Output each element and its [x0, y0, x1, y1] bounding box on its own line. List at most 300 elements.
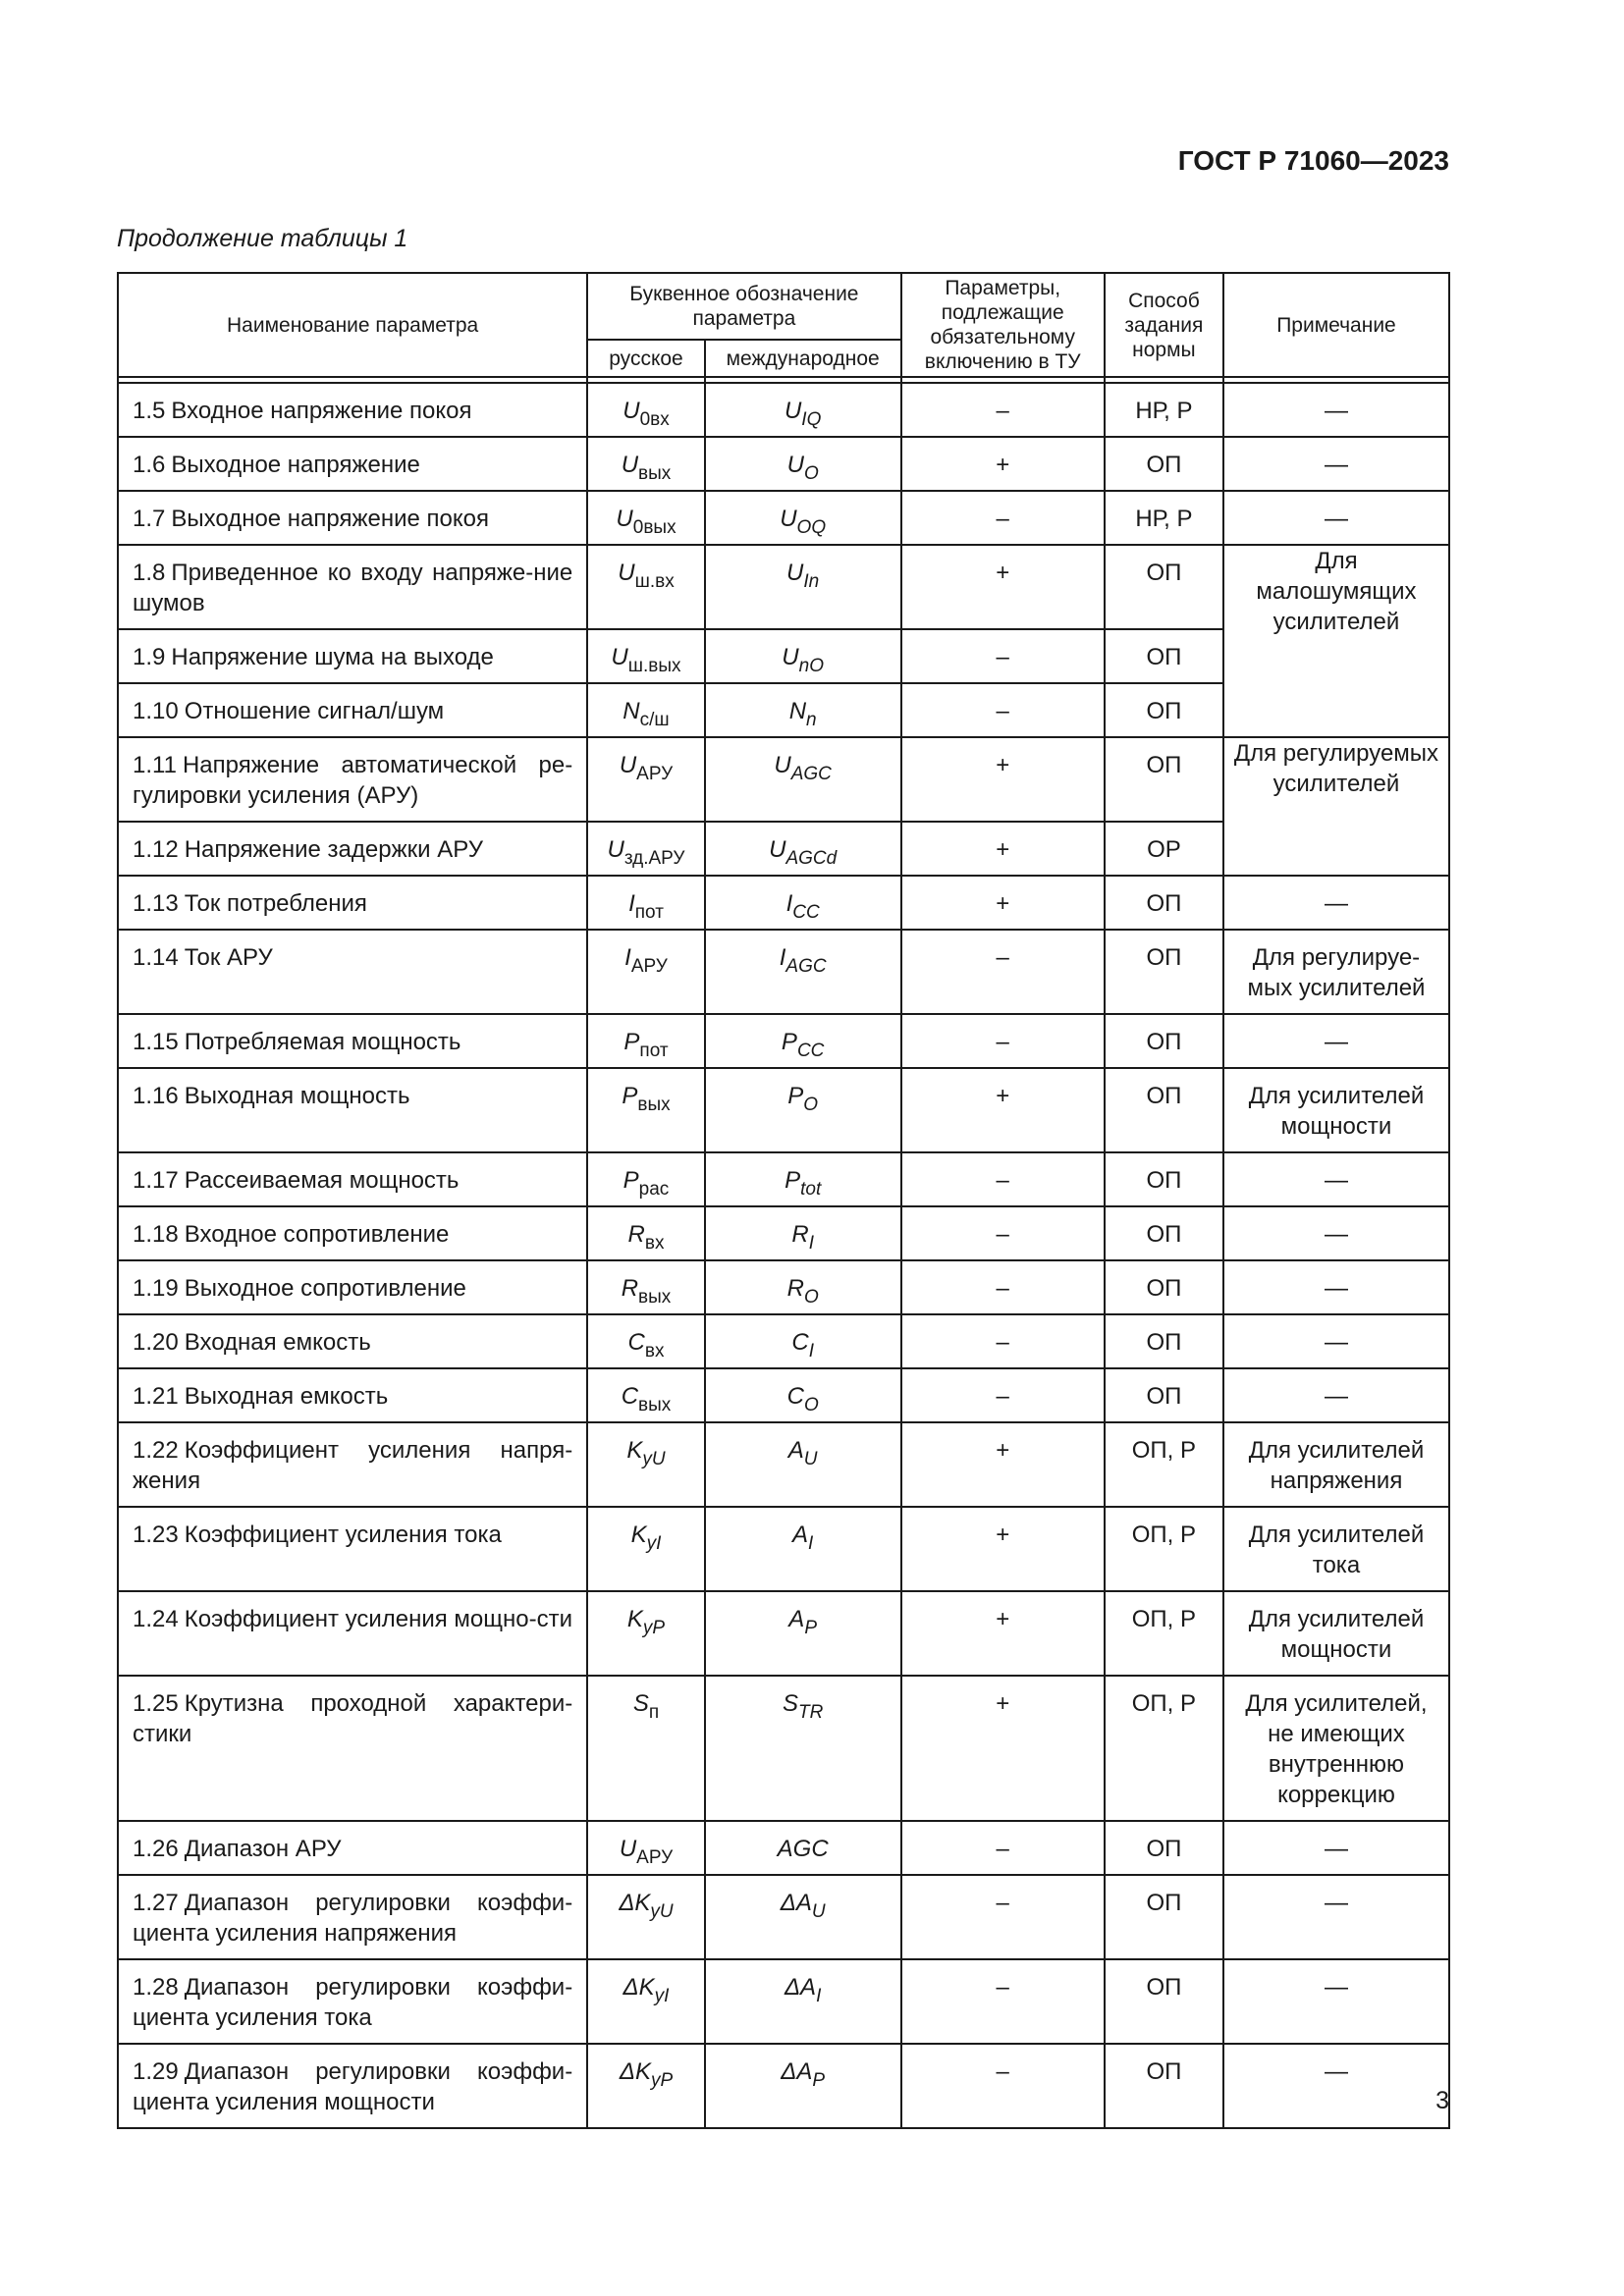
- parameter-name-cell: [118, 683, 587, 737]
- russian-symbol-subscript: АРУ: [636, 764, 674, 784]
- international-symbol-cell: [705, 683, 901, 737]
- international-symbol: A: [788, 1606, 805, 1632]
- parameter-name: Диапазон АРУ: [184, 1836, 342, 1862]
- russian-symbol: I: [628, 890, 635, 917]
- parameter-name: Крутизна проходной характери-стики: [133, 1690, 573, 1747]
- parameter-number: 1.24: [133, 1606, 179, 1632]
- table-row: [118, 1260, 1449, 1314]
- required-in-tu-cell: –: [901, 491, 1105, 545]
- russian-symbol: K: [626, 1606, 643, 1632]
- international-symbol-subscript: U: [811, 1901, 826, 1922]
- russian-symbol-subscript: уI: [654, 1986, 670, 2006]
- parameter-name-cell: [118, 737, 587, 822]
- international-symbol: ΔA: [784, 1974, 817, 2001]
- parameter-name: Коэффициент усиления мощно-сти: [184, 1606, 573, 1632]
- parameter-number: 1.23: [133, 1522, 179, 1548]
- russian-symbol: C: [627, 1329, 645, 1356]
- russian-symbol-subscript: п: [648, 1702, 660, 1723]
- international-symbol-cell: [705, 2044, 901, 2128]
- table-row: [118, 1206, 1449, 1260]
- parameter-number: 1.19: [133, 1275, 179, 1302]
- russian-symbol: U: [623, 398, 640, 424]
- required-in-tu-cell: +: [901, 1507, 1105, 1591]
- parameter-number: 1.7: [133, 506, 166, 532]
- international-symbol: U: [786, 560, 804, 586]
- russian-symbol-subscript: 0вх: [639, 409, 670, 430]
- parameter-number: 1.28: [133, 1974, 179, 2001]
- international-symbol: S: [782, 1690, 798, 1717]
- international-symbol-cell: [705, 1014, 901, 1068]
- norm-method-cell: ОП: [1105, 1959, 1223, 2044]
- parameter-name: Входное напряжение покоя: [171, 398, 472, 424]
- parameter-name-cell: [118, 1368, 587, 1422]
- norm-method-cell: ОП, Р: [1105, 1591, 1223, 1676]
- parameter-name-cell: [118, 437, 587, 491]
- international-symbol: ΔA: [780, 1890, 812, 1916]
- required-in-tu-cell: –: [901, 1014, 1105, 1068]
- russian-symbol-subscript: с/ш: [639, 710, 670, 730]
- note-cell: —: [1223, 491, 1449, 545]
- russian-symbol-cell: [587, 1068, 705, 1152]
- russian-symbol-cell: [587, 1507, 705, 1591]
- international-symbol: P: [785, 1167, 801, 1194]
- header-russian: русское: [587, 340, 705, 377]
- document-code: ГОСТ Р 71060—2023: [1177, 145, 1449, 176]
- note-cell: —: [1223, 1314, 1449, 1368]
- parameter-name: Приведенное ко входу напряже-ние шумов: [133, 560, 573, 616]
- russian-symbol-subscript: ш.вых: [627, 656, 681, 676]
- russian-symbol: U: [621, 452, 639, 478]
- russian-symbol-subscript: вх: [644, 1341, 665, 1362]
- international-symbol-subscript: O: [803, 1395, 819, 1415]
- russian-symbol-cell: [587, 1875, 705, 1959]
- international-symbol: A: [787, 1437, 804, 1464]
- international-symbol: AGC: [777, 1836, 829, 1862]
- russian-symbol-cell: [587, 491, 705, 545]
- table-row: [118, 737, 1449, 822]
- parameter-number: 1.29: [133, 2058, 179, 2085]
- russian-symbol: R: [627, 1221, 645, 1248]
- russian-symbol: U: [619, 752, 637, 778]
- table-row: [118, 1368, 1449, 1422]
- table-row: [118, 1314, 1449, 1368]
- table-row: [118, 1014, 1449, 1068]
- russian-symbol-cell: [587, 683, 705, 737]
- international-symbol-cell: [705, 1314, 901, 1368]
- russian-symbol: R: [621, 1275, 639, 1302]
- russian-symbol: U: [618, 560, 635, 586]
- norm-method-cell: ОП: [1105, 1314, 1223, 1368]
- russian-symbol-subscript: АРУ: [636, 1847, 674, 1868]
- international-symbol: R: [786, 1275, 804, 1302]
- parameter-name: Рассеиваемая мощность: [184, 1167, 460, 1194]
- table-caption: Продолжение таблицы 1: [117, 225, 408, 252]
- international-symbol-cell: [705, 1875, 901, 1959]
- international-symbol-subscript: P: [812, 2070, 826, 2091]
- russian-symbol-subscript: вых: [638, 1395, 672, 1415]
- parameter-name: Выходное напряжение: [171, 452, 420, 478]
- parameter-name-cell: [118, 822, 587, 876]
- international-symbol-cell: [705, 1260, 901, 1314]
- parameter-name-cell: [118, 1959, 587, 2044]
- norm-method-cell: ОП, Р: [1105, 1507, 1223, 1591]
- russian-symbol-cell: [587, 1821, 705, 1875]
- required-in-tu-cell: +: [901, 1676, 1105, 1821]
- header-international: международное: [705, 340, 901, 377]
- international-symbol-subscript: TR: [798, 1702, 824, 1723]
- international-symbol: ΔA: [781, 2058, 813, 2085]
- note-cell: —: [1223, 1821, 1449, 1875]
- required-in-tu-cell: +: [901, 1422, 1105, 1507]
- norm-method-cell: ОП: [1105, 737, 1223, 822]
- note-cell: —: [1223, 1014, 1449, 1068]
- international-symbol-subscript: U: [803, 1449, 818, 1469]
- international-symbol-subscript: I: [808, 1233, 814, 1254]
- russian-symbol-cell: [587, 1314, 705, 1368]
- russian-symbol: C: [621, 1383, 639, 1410]
- international-symbol-subscript: CC: [796, 1041, 825, 1061]
- international-symbol-cell: [705, 1959, 901, 2044]
- parameter-name-cell: [118, 1821, 587, 1875]
- norm-method-cell: ОП: [1105, 930, 1223, 1014]
- international-symbol-cell: [705, 1422, 901, 1507]
- international-symbol-cell: [705, 1206, 901, 1260]
- note-cell: —: [1223, 383, 1449, 437]
- note-cell: —: [1223, 1368, 1449, 1422]
- norm-method-cell: ОП, Р: [1105, 1422, 1223, 1507]
- international-symbol-subscript: I: [808, 1341, 814, 1362]
- international-symbol-subscript: O: [803, 463, 819, 484]
- norm-method-cell: ОП: [1105, 1206, 1223, 1260]
- russian-symbol-cell: [587, 629, 705, 683]
- table-row: [118, 1821, 1449, 1875]
- norm-method-cell: ОП: [1105, 1068, 1223, 1152]
- parameter-name: Отношение сигнал/шум: [184, 698, 445, 724]
- international-symbol-cell: [705, 930, 901, 1014]
- parameter-name-cell: [118, 1676, 587, 1821]
- russian-symbol: U: [619, 1836, 637, 1862]
- international-symbol: C: [791, 1329, 809, 1356]
- parameter-name-cell: [118, 1152, 587, 1206]
- parameter-name-cell: [118, 2044, 587, 2128]
- russian-symbol-subscript: ш.вх: [634, 571, 675, 592]
- russian-symbol-subscript: уP: [642, 1618, 666, 1638]
- russian-symbol: ΔK: [619, 2058, 651, 2085]
- international-symbol-subscript: tot: [800, 1179, 822, 1200]
- header-required-in-tu: Параметры, подлежащие обязательному включению в ТУ: [901, 273, 1105, 377]
- international-symbol: U: [782, 644, 799, 670]
- international-symbol-subscript: n: [806, 710, 817, 730]
- russian-symbol-subscript: зд.АРУ: [623, 848, 685, 869]
- russian-symbol-cell: [587, 437, 705, 491]
- norm-method-cell: ОП: [1105, 1152, 1223, 1206]
- parameter-name: Ток АРУ: [184, 944, 273, 971]
- parameter-name-cell: [118, 876, 587, 930]
- table-row: [118, 545, 1449, 629]
- parameter-number: 1.21: [133, 1383, 179, 1410]
- parameter-number: 1.13: [133, 890, 179, 917]
- required-in-tu-cell: +: [901, 437, 1105, 491]
- required-in-tu-cell: –: [901, 2044, 1105, 2128]
- note-cell: —: [1223, 1875, 1449, 1959]
- parameter-name-cell: [118, 545, 587, 629]
- international-symbol: R: [791, 1221, 809, 1248]
- norm-method-cell: НР, Р: [1105, 491, 1223, 545]
- parameter-name-cell: [118, 491, 587, 545]
- international-symbol: U: [786, 452, 804, 478]
- note-cell: Для усилителей мощности: [1223, 1068, 1449, 1152]
- russian-symbol-subscript: вх: [644, 1233, 665, 1254]
- russian-symbol-subscript: уU: [650, 1901, 674, 1922]
- required-in-tu-cell: –: [901, 930, 1105, 1014]
- norm-method-cell: ОП: [1105, 683, 1223, 737]
- international-symbol-cell: [705, 876, 901, 930]
- header-letter-designation: Буквенное обозначение параметра: [587, 273, 900, 340]
- international-symbol-subscript: I: [816, 1986, 822, 2006]
- russian-symbol: U: [607, 836, 624, 863]
- header-note: Примечание: [1223, 273, 1449, 377]
- international-symbol: I: [785, 890, 793, 917]
- international-symbol-subscript: O: [803, 1287, 819, 1308]
- norm-method-cell: ОП: [1105, 629, 1223, 683]
- russian-symbol: K: [630, 1522, 647, 1548]
- required-in-tu-cell: +: [901, 1068, 1105, 1152]
- parameter-number: 1.12: [133, 836, 179, 863]
- international-symbol-subscript: AGC: [790, 764, 832, 784]
- required-in-tu-cell: –: [901, 683, 1105, 737]
- page-number: 3: [1435, 2087, 1449, 2114]
- parameter-name: Выходная емкость: [184, 1383, 389, 1410]
- parameter-name: Выходная мощность: [184, 1083, 410, 1109]
- parameter-number: 1.17: [133, 1167, 179, 1194]
- russian-symbol-cell: [587, 545, 705, 629]
- russian-symbol: I: [624, 944, 631, 971]
- parameter-number: 1.27: [133, 1890, 179, 1916]
- parameter-name: Диапазон регулировки коэффи-циента усиления мощности: [133, 2058, 573, 2115]
- international-symbol-cell: [705, 737, 901, 822]
- parameter-number: 1.11: [133, 752, 177, 778]
- table-row: [118, 491, 1449, 545]
- russian-symbol-cell: [587, 1152, 705, 1206]
- parameter-number: 1.16: [133, 1083, 179, 1109]
- parameter-name: Ток потребления: [184, 890, 367, 917]
- international-symbol-subscript: AGC: [785, 956, 827, 977]
- russian-symbol-subscript: рас: [638, 1179, 670, 1200]
- international-symbol: N: [788, 698, 807, 724]
- table-row: [118, 1591, 1449, 1676]
- norm-method-cell: ОП: [1105, 1260, 1223, 1314]
- russian-symbol-cell: [587, 2044, 705, 2128]
- russian-symbol: N: [623, 698, 640, 724]
- international-symbol-subscript: O: [803, 1095, 819, 1115]
- norm-method-cell: НР, Р: [1105, 383, 1223, 437]
- required-in-tu-cell: –: [901, 1260, 1105, 1314]
- norm-method-cell: ОП: [1105, 437, 1223, 491]
- international-symbol-cell: [705, 437, 901, 491]
- parameter-name-cell: [118, 1875, 587, 1959]
- parameter-name: Потребляемая мощность: [184, 1029, 461, 1055]
- parameter-name: Диапазон регулировки коэффи-циента усиления тока: [133, 1974, 573, 2031]
- russian-symbol-cell: [587, 1959, 705, 2044]
- header-norm-method: Способ задания нормы: [1105, 273, 1223, 377]
- parameter-number: 1.10: [133, 698, 179, 724]
- norm-method-cell: ОП: [1105, 876, 1223, 930]
- international-symbol-cell: [705, 822, 901, 876]
- note-cell: Для малошумящих усилителей: [1223, 545, 1449, 737]
- russian-symbol: P: [623, 1029, 640, 1055]
- header-name: Наименование параметра: [118, 273, 587, 377]
- parameter-name: Выходное сопротивление: [184, 1275, 466, 1302]
- table-row: [118, 1959, 1449, 2044]
- parameter-name-cell: [118, 930, 587, 1014]
- note-cell: —: [1223, 437, 1449, 491]
- parameter-number: 1.20: [133, 1329, 179, 1356]
- required-in-tu-cell: –: [901, 1152, 1105, 1206]
- international-symbol-subscript: In: [803, 571, 820, 592]
- russian-symbol-subscript: пот: [639, 1041, 669, 1061]
- russian-symbol: P: [622, 1083, 638, 1109]
- parameter-number: 1.14: [133, 944, 179, 971]
- russian-symbol: U: [616, 506, 633, 532]
- parameter-name: Коэффициент усиления напря-жения: [133, 1437, 573, 1494]
- russian-symbol: K: [626, 1437, 643, 1464]
- parameter-name: Напряжение автоматической ре-гулировки усиления (АРУ): [133, 752, 573, 809]
- note-cell: Для регулируемых усилителей: [1223, 737, 1449, 876]
- russian-symbol-cell: [587, 1260, 705, 1314]
- parameter-number: 1.22: [133, 1437, 179, 1464]
- table-row: [118, 437, 1449, 491]
- russian-symbol-subscript: АРУ: [630, 956, 668, 977]
- russian-symbol-subscript: 0вых: [632, 517, 677, 538]
- parameter-name-cell: [118, 1014, 587, 1068]
- parameter-name-cell: [118, 1591, 587, 1676]
- note-cell: Для усилителей тока: [1223, 1507, 1449, 1591]
- parameter-number: 1.5: [133, 398, 166, 424]
- parameter-name-cell: [118, 1314, 587, 1368]
- table-row: [118, 1422, 1449, 1507]
- table-row: [118, 930, 1449, 1014]
- table-row: [118, 1068, 1449, 1152]
- parameter-name: Диапазон регулировки коэффи-циента усиления напряжения: [133, 1890, 573, 1947]
- note-cell: —: [1223, 1152, 1449, 1206]
- russian-symbol-cell: [587, 1676, 705, 1821]
- russian-symbol-cell: [587, 383, 705, 437]
- parameter-name-cell: [118, 1422, 587, 1507]
- parameter-number: 1.26: [133, 1836, 179, 1862]
- required-in-tu-cell: –: [901, 629, 1105, 683]
- parameter-name-cell: [118, 1206, 587, 1260]
- table-row: [118, 1152, 1449, 1206]
- note-cell: —: [1223, 876, 1449, 930]
- parameters-table: [117, 272, 1450, 2129]
- parameter-name: Входное сопротивление: [184, 1221, 450, 1248]
- required-in-tu-cell: +: [901, 876, 1105, 930]
- table-row: [118, 2044, 1449, 2128]
- required-in-tu-cell: –: [901, 1368, 1105, 1422]
- russian-symbol-subscript: уU: [642, 1449, 666, 1469]
- table-row: [118, 876, 1449, 930]
- international-symbol-cell: [705, 629, 901, 683]
- international-symbol-subscript: OQ: [796, 517, 827, 538]
- russian-symbol-cell: [587, 737, 705, 822]
- table-row: [118, 383, 1449, 437]
- parameter-name-cell: [118, 1507, 587, 1591]
- parameter-name: Выходное напряжение покоя: [171, 506, 490, 532]
- required-in-tu-cell: +: [901, 737, 1105, 822]
- international-symbol-subscript: P: [804, 1618, 817, 1638]
- required-in-tu-cell: –: [901, 383, 1105, 437]
- table-row: [118, 1676, 1449, 1821]
- parameter-name-cell: [118, 1260, 587, 1314]
- parameter-number: 1.8: [133, 560, 166, 586]
- parameter-number: 1.15: [133, 1029, 179, 1055]
- parameter-number: 1.6: [133, 452, 166, 478]
- russian-symbol-cell: [587, 822, 705, 876]
- required-in-tu-cell: +: [901, 545, 1105, 629]
- russian-symbol: S: [632, 1690, 649, 1717]
- russian-symbol-subscript: уP: [650, 2070, 674, 2091]
- international-symbol-cell: [705, 1507, 901, 1591]
- international-symbol-subscript: AGCd: [785, 848, 838, 869]
- required-in-tu-cell: –: [901, 1821, 1105, 1875]
- russian-symbol-subscript: уI: [646, 1533, 662, 1554]
- russian-symbol-subscript: вых: [638, 463, 672, 484]
- international-symbol: A: [792, 1522, 809, 1548]
- norm-method-cell: ОП: [1105, 1368, 1223, 1422]
- note-cell: Для регулируе-мых усилителей: [1223, 930, 1449, 1014]
- note-cell: Для усилителей мощности: [1223, 1591, 1449, 1676]
- norm-method-cell: ОП: [1105, 1875, 1223, 1959]
- russian-symbol: ΔK: [619, 1890, 651, 1916]
- norm-method-cell: ОП: [1105, 1014, 1223, 1068]
- international-symbol-subscript: I: [808, 1533, 814, 1554]
- table-row: [118, 1875, 1449, 1959]
- international-symbol-cell: [705, 1068, 901, 1152]
- international-symbol-cell: [705, 383, 901, 437]
- parameter-number: 1.18: [133, 1221, 179, 1248]
- parameter-number: 1.25: [133, 1690, 179, 1717]
- norm-method-cell: ОП: [1105, 545, 1223, 629]
- parameter-name-cell: [118, 1068, 587, 1152]
- international-symbol: P: [781, 1029, 797, 1055]
- international-symbol-cell: [705, 491, 901, 545]
- parameter-name-cell: [118, 629, 587, 683]
- russian-symbol-subscript: вых: [638, 1287, 672, 1308]
- parameter-name: Входная емкость: [184, 1329, 371, 1356]
- required-in-tu-cell: +: [901, 1591, 1105, 1676]
- international-symbol: C: [786, 1383, 804, 1410]
- russian-symbol-cell: [587, 1591, 705, 1676]
- international-symbol-cell: [705, 1821, 901, 1875]
- note-cell: —: [1223, 1206, 1449, 1260]
- international-symbol: I: [779, 944, 786, 971]
- international-symbol: U: [784, 398, 802, 424]
- russian-symbol-cell: [587, 1206, 705, 1260]
- required-in-tu-cell: –: [901, 1959, 1105, 2044]
- required-in-tu-cell: –: [901, 1206, 1105, 1260]
- international-symbol-cell: [705, 1152, 901, 1206]
- parameter-number: 1.9: [133, 644, 166, 670]
- russian-symbol-subscript: пот: [634, 902, 664, 923]
- norm-method-cell: ОП, Р: [1105, 1676, 1223, 1821]
- required-in-tu-cell: –: [901, 1314, 1105, 1368]
- note-cell: —: [1223, 2044, 1449, 2128]
- norm-method-cell: ОР: [1105, 822, 1223, 876]
- international-symbol-cell: [705, 545, 901, 629]
- international-symbol-subscript: nO: [798, 656, 824, 676]
- required-in-tu-cell: +: [901, 822, 1105, 876]
- russian-symbol-cell: [587, 1422, 705, 1507]
